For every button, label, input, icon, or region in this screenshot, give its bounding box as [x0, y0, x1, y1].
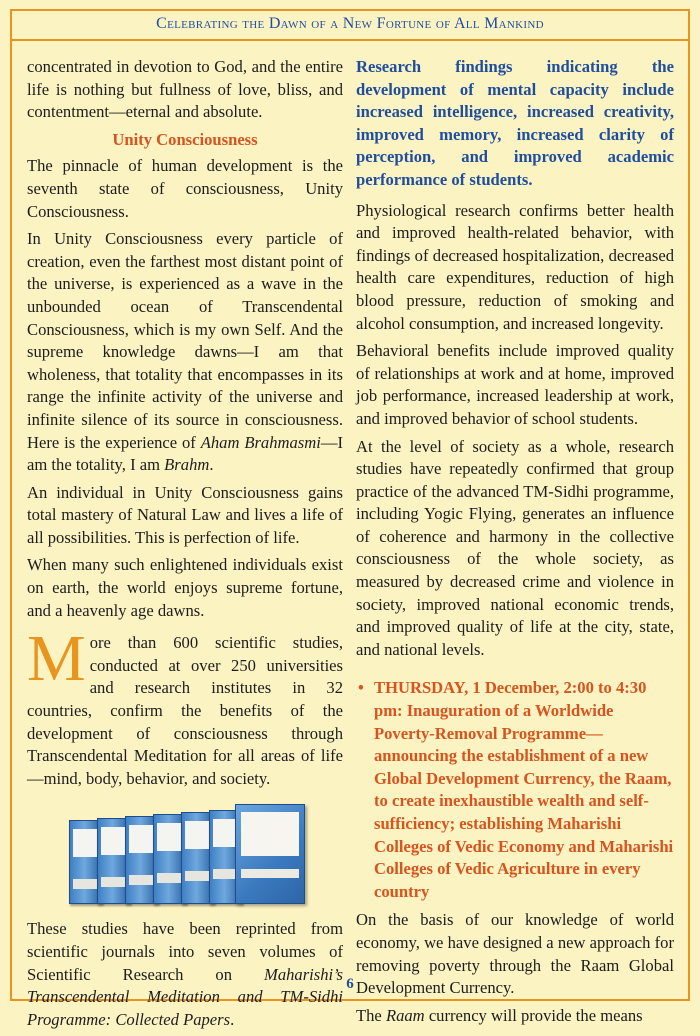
text-run: .	[209, 455, 214, 475]
left-column	[27, 56, 343, 1036]
paragraph-mastery: An individual in Unity Consciousness gains total mastery of Natural Law and lives a life of all possibilities. This is perfection of life.	[27, 482, 343, 547]
header-rule	[10, 39, 690, 41]
cover-panel	[241, 812, 299, 856]
section-heading: Unity Consciousness	[112, 129, 258, 149]
right-column	[356, 56, 674, 1032]
book-volumes-image	[69, 802, 303, 904]
paragraph-raam	[356, 1005, 674, 1028]
paragraph-physiological: Physiological research confirms better health and improved health-related behavior, with findings of decreased hospitalization, decreased health care expenditures, reduction of high blood pressure, reduction of smoking and alcohol consumption, and increased longevity.	[356, 200, 674, 333]
italic-title: Maharishi’s Transcendental Meditation and TM-Sidhi Programme: Collected Papers	[27, 964, 343, 1029]
italic-term: Raam	[385, 1005, 425, 1025]
bullet-icon: •	[358, 678, 364, 698]
cover-strip	[241, 869, 299, 878]
text-run: .	[230, 1009, 235, 1029]
research-findings-highlight: Research findings indicating the development of mental capacity include increased intelligence, increased creativity, improved memory, increased clarity of perception, and improved academic performance of students.	[356, 57, 674, 189]
italic-term: Brahm	[164, 455, 210, 475]
italic-term: Aham Brahmasmi	[200, 432, 321, 452]
paragraph-behavioral: Behavioral benefits include improved quality of relationships at work and at home, improved job performance, increased leadership at work, and improved behavior of school students.	[356, 341, 674, 428]
text-run: —I am the totality, I am	[27, 432, 343, 475]
text-run: These studies have been reprinted from scientific journals into seven volumes of Scientific Research on	[27, 919, 343, 984]
drop-cap: M	[27, 622, 86, 696]
event-description: THURSDAY, 1 December, 2:00 to 4:30 pm: Inauguration of a Worldwide Poverty-Removal Programme—announcing the establishment of a new Global Development Currency, the Raam, to create inexhaustible wealth and self-sufficiency; establishing Maharishi Colleges of Vedic Economy and Maharishi Colleges of Vedic Agriculture in every country	[374, 678, 674, 901]
running-header: Celebrating the Dawn of a New Fortune of All Mankind	[156, 15, 544, 32]
intro-paragraph: concentrated in devotion to God, and the entire life is nothing but fullness of love, bliss, and contentment—eternal and absolute.	[27, 57, 343, 122]
paragraph-pinnacle: The pinnacle of human development is the seventh state of consciousness, Unity Consciousness.	[27, 156, 343, 221]
page-number: 6	[346, 976, 354, 992]
paragraph-studies	[27, 622, 343, 790]
paragraph-enlightened: When many such enlightened individuals exist on earth, the world enjoys supreme fortune, and a heavenly age dawns.	[27, 555, 343, 620]
paragraph-unity	[27, 228, 343, 477]
text-run: ore than 600 scientific studies, conducted at over 250 universities and research institutes in 32 countries, confirm the benefits of the development of consciousness through Transcendental Meditation for all areas of life—mind, body, behavior, and society.	[27, 633, 343, 788]
text-run: The	[356, 1005, 386, 1025]
event-list-item	[356, 677, 674, 903]
paragraph-reprinted	[27, 918, 343, 1031]
book-cover	[235, 804, 305, 904]
text-run: currency will provide the means	[424, 1005, 643, 1025]
paragraph-economy: On the basis of our knowledge of world economy, we have designed a new approach for removing poverty through the Raam Global Development Currency.	[356, 910, 674, 998]
paragraph-society: At the level of society as a whole, research studies have repeatedly confirmed that group practice of the advanced TM-Sidhi programme, including Yogic Flying, generates an influence of coherence and harmony in the collective consciousness of the whole society, as measured by decreased crime and violence in society, improved national economic trends, and improved quality of life at the city, state, and national levels.	[356, 436, 674, 659]
text-run: In Unity Consciousness every particle of creation, even the farthest most distant point of the universe, is experienced as a wave in the unbounded ocean of Transcendental Consciousness, which is my own Self. And the supreme knowledge dawns—I am that wholeness, that totality that encompasses in its range the infinite activity of the universe and infinite silence of its source in consciousness. Here is the experience of	[27, 229, 343, 452]
